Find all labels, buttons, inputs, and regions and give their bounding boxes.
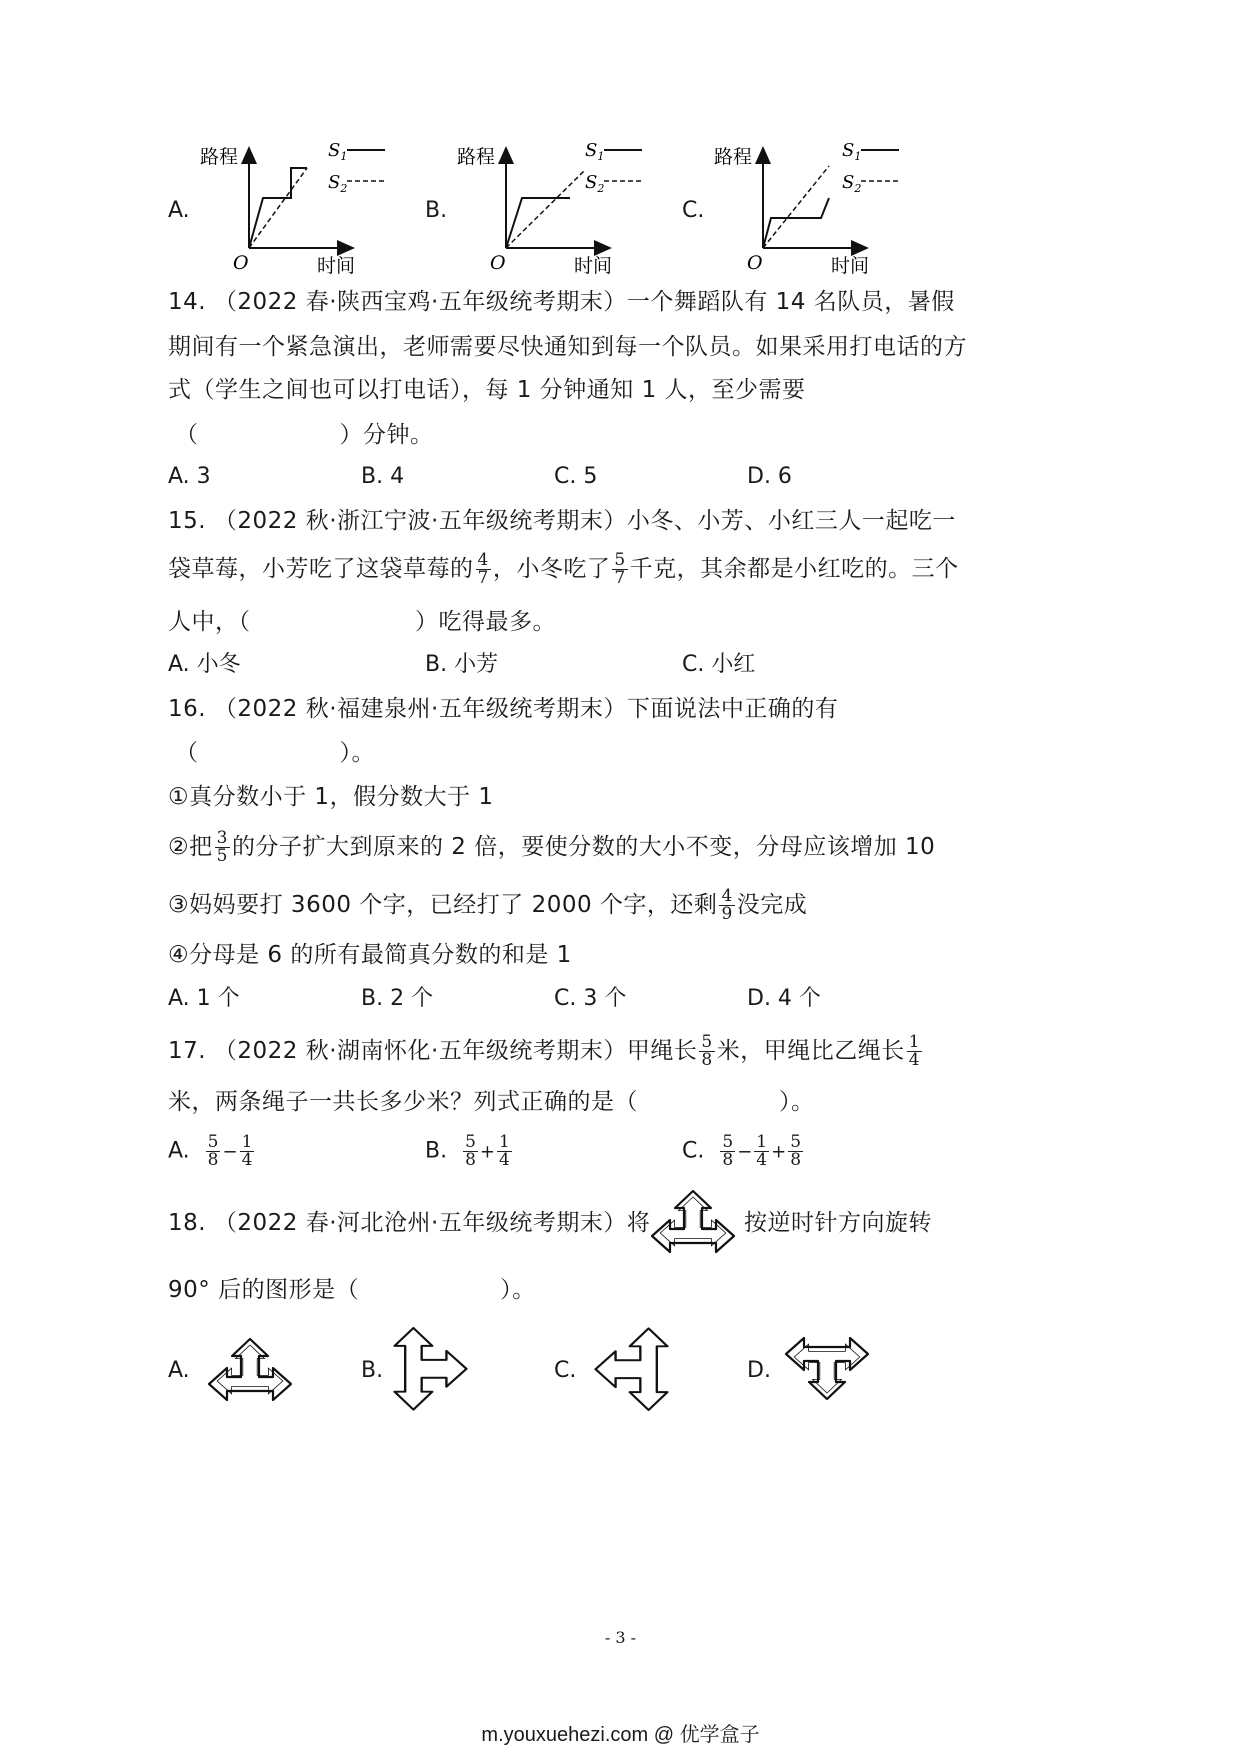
q14-line1: 14. （2022 春·陕西宝鸡·五年级统考期末）一个舞蹈队有 14 名队员，暑假 <box>168 289 955 315</box>
origin-label: O <box>233 252 249 274</box>
fraction: $\frac{5}{8}$ <box>701 1032 713 1070</box>
q14-option-c[interactable]: C. 5 <box>554 464 598 489</box>
q13-graph-b <box>452 136 667 281</box>
q17-line1: 17. （2022 秋·湖南怀化·五年级统考期末）甲绳长 $\frac{5}{8}$ 米，甲绳比乙绳长 $\frac{1}{4}$ <box>168 1032 921 1070</box>
option-letter: A. <box>168 198 190 223</box>
s1-line <box>506 198 570 248</box>
q18-option-b[interactable]: B. <box>361 1358 384 1383</box>
q16-option-a[interactable]: A. 1 个 <box>168 986 240 1011</box>
q16-option-b[interactable]: B. 2 个 <box>361 986 434 1011</box>
q14-line2: 期间有一个紧急演出，老师需要尽快通知到每一个队员。如果采用打电话的方 <box>168 334 967 360</box>
q15-option-a[interactable]: A. 小冬 <box>168 652 241 677</box>
q18-line1-a: 18. （2022 春·河北沧州·五年级统考期末）将 <box>168 1210 651 1236</box>
legend-s1-label: $S_1$ <box>585 140 605 163</box>
q18-option-d-shape[interactable] <box>782 1336 872 1402</box>
q18-option-b-shape[interactable] <box>392 1324 470 1414</box>
q18-option-a[interactable]: A. <box>168 1358 190 1383</box>
fraction: $\frac{1}{4}$ <box>756 1132 768 1170</box>
fraction: $\frac{1}{4}$ <box>241 1132 253 1170</box>
legend-s2-label: $S_2$ <box>842 172 862 195</box>
origin-label: O <box>490 252 506 274</box>
x-axis-label: 时间 <box>831 255 870 277</box>
y-axis-label: 路程 <box>714 146 753 168</box>
q18-option-c[interactable]: C. <box>554 1358 577 1383</box>
q18-option-d[interactable]: D. <box>747 1358 771 1383</box>
s1-line <box>763 198 829 248</box>
q16-statement-2: ②把 $\frac{3}{5}$ 的分子扩大到原来的 2 倍，要使分数的大小不变，分母应该增加 10 <box>168 828 936 866</box>
q17-option-b[interactable]: B. $\frac{5}{8}$ + $\frac{1}{4}$ <box>425 1132 510 1170</box>
q16-statement-4: ④分母是 6 的所有最简真分数的和是 1 <box>168 942 572 968</box>
footer-watermark[interactable]: m.youxuehezi.com @ 优学盒子 <box>481 1724 760 1746</box>
fraction: $\frac{5}{7}$ <box>614 550 626 588</box>
option-letter: B. <box>425 198 448 223</box>
q18-option-c-shape[interactable] <box>592 1324 670 1414</box>
q18-line1-b: 按逆时针方向旋转 <box>744 1210 932 1236</box>
q16-line1: 16. （2022 秋·福建泉州·五年级统考期末）下面说法中正确的有 <box>168 696 839 722</box>
legend-s2-label: $S_2$ <box>585 172 605 195</box>
fraction: $\frac{1}{4}$ <box>499 1132 510 1170</box>
q14-option-d[interactable]: D. 6 <box>747 464 792 489</box>
page-number: - 3 - <box>604 1628 637 1647</box>
q16-answer-blank[interactable]: （ ）。 <box>175 740 375 766</box>
fraction: $\frac{5}{8}$ <box>465 1132 476 1170</box>
q14-answer-blank[interactable]: （ ）分钟。 <box>175 422 434 448</box>
q13-graph-a <box>195 136 410 281</box>
legend-s1-label: $S_1$ <box>328 140 348 163</box>
fraction: $\frac{4}{9}$ <box>721 886 733 924</box>
q14-option-b[interactable]: B. 4 <box>361 464 405 489</box>
fraction: $\frac{5}{8}$ <box>207 1132 219 1170</box>
fraction: $\frac{5}{8}$ <box>722 1132 734 1170</box>
q18-option-a-shape[interactable] <box>205 1336 295 1402</box>
s2-line <box>249 168 307 248</box>
q18-rotation-shape <box>648 1188 738 1254</box>
fraction: $\frac{5}{8}$ <box>790 1132 802 1170</box>
fraction: $\frac{3}{5}$ <box>216 828 228 866</box>
legend-s1-label: $S_1$ <box>842 140 862 163</box>
q13-graph-c <box>709 136 924 281</box>
legend-s2-label: $S_2$ <box>328 172 348 195</box>
q16-statement-3: ③妈妈要打 3600 个字，已经打了 2000 个字，还剩 $\frac{4}{9}$ 没完成 <box>168 886 808 924</box>
q16-statement-1: ①真分数小于 1，假分数大于 1 <box>168 784 494 810</box>
option-letter: C. <box>682 198 705 223</box>
fraction: $\frac{4}{7}$ <box>477 550 489 588</box>
s2-line <box>763 166 829 248</box>
q16-option-d[interactable]: D. 4 个 <box>747 986 821 1011</box>
y-axis-label: 路程 <box>200 146 239 168</box>
q15-line1: 15. （2022 秋·浙江宁波·五年级统考期末）小冬、小芳、小红三人一起吃一 <box>168 508 956 534</box>
q17-line2: 米，两条绳子一共长多少米？列式正确的是（ ）。 <box>168 1089 815 1115</box>
y-axis-label: 路程 <box>457 146 496 168</box>
x-axis-label: 时间 <box>574 255 613 277</box>
q15-line3: 人中，（ ）吃得最多。 <box>168 609 556 635</box>
q16-option-c[interactable]: C. 3 个 <box>554 986 627 1011</box>
q17-option-a[interactable]: A. $\frac{5}{8}$ − $\frac{1}{4}$ <box>168 1132 253 1170</box>
q17-option-c[interactable]: C. $\frac{5}{8}$ − $\frac{1}{4}$ + $\frac{5}{8}$ <box>682 1132 802 1170</box>
x-axis-label: 时间 <box>317 255 356 277</box>
q18-line2: 90° 后的图形是（ ）。 <box>168 1277 536 1303</box>
q15-line2: 袋草莓，小芳吃了这袋草莓的 $\frac{4}{7}$ ，小冬吃了 $\frac{5}{7}$ 千克，其余都是小红吃的。三个 <box>168 550 959 588</box>
fraction: $\frac{1}{4}$ <box>908 1032 921 1070</box>
origin-label: O <box>747 252 763 274</box>
q15-option-b[interactable]: B. 小芳 <box>425 652 499 677</box>
q14-line3: 式（学生之间也可以打电话），每 1 分钟通知 1 人，至少需要 <box>168 377 806 403</box>
q15-option-c[interactable]: C. 小红 <box>682 652 756 677</box>
q14-option-a[interactable]: A. 3 <box>168 464 211 489</box>
